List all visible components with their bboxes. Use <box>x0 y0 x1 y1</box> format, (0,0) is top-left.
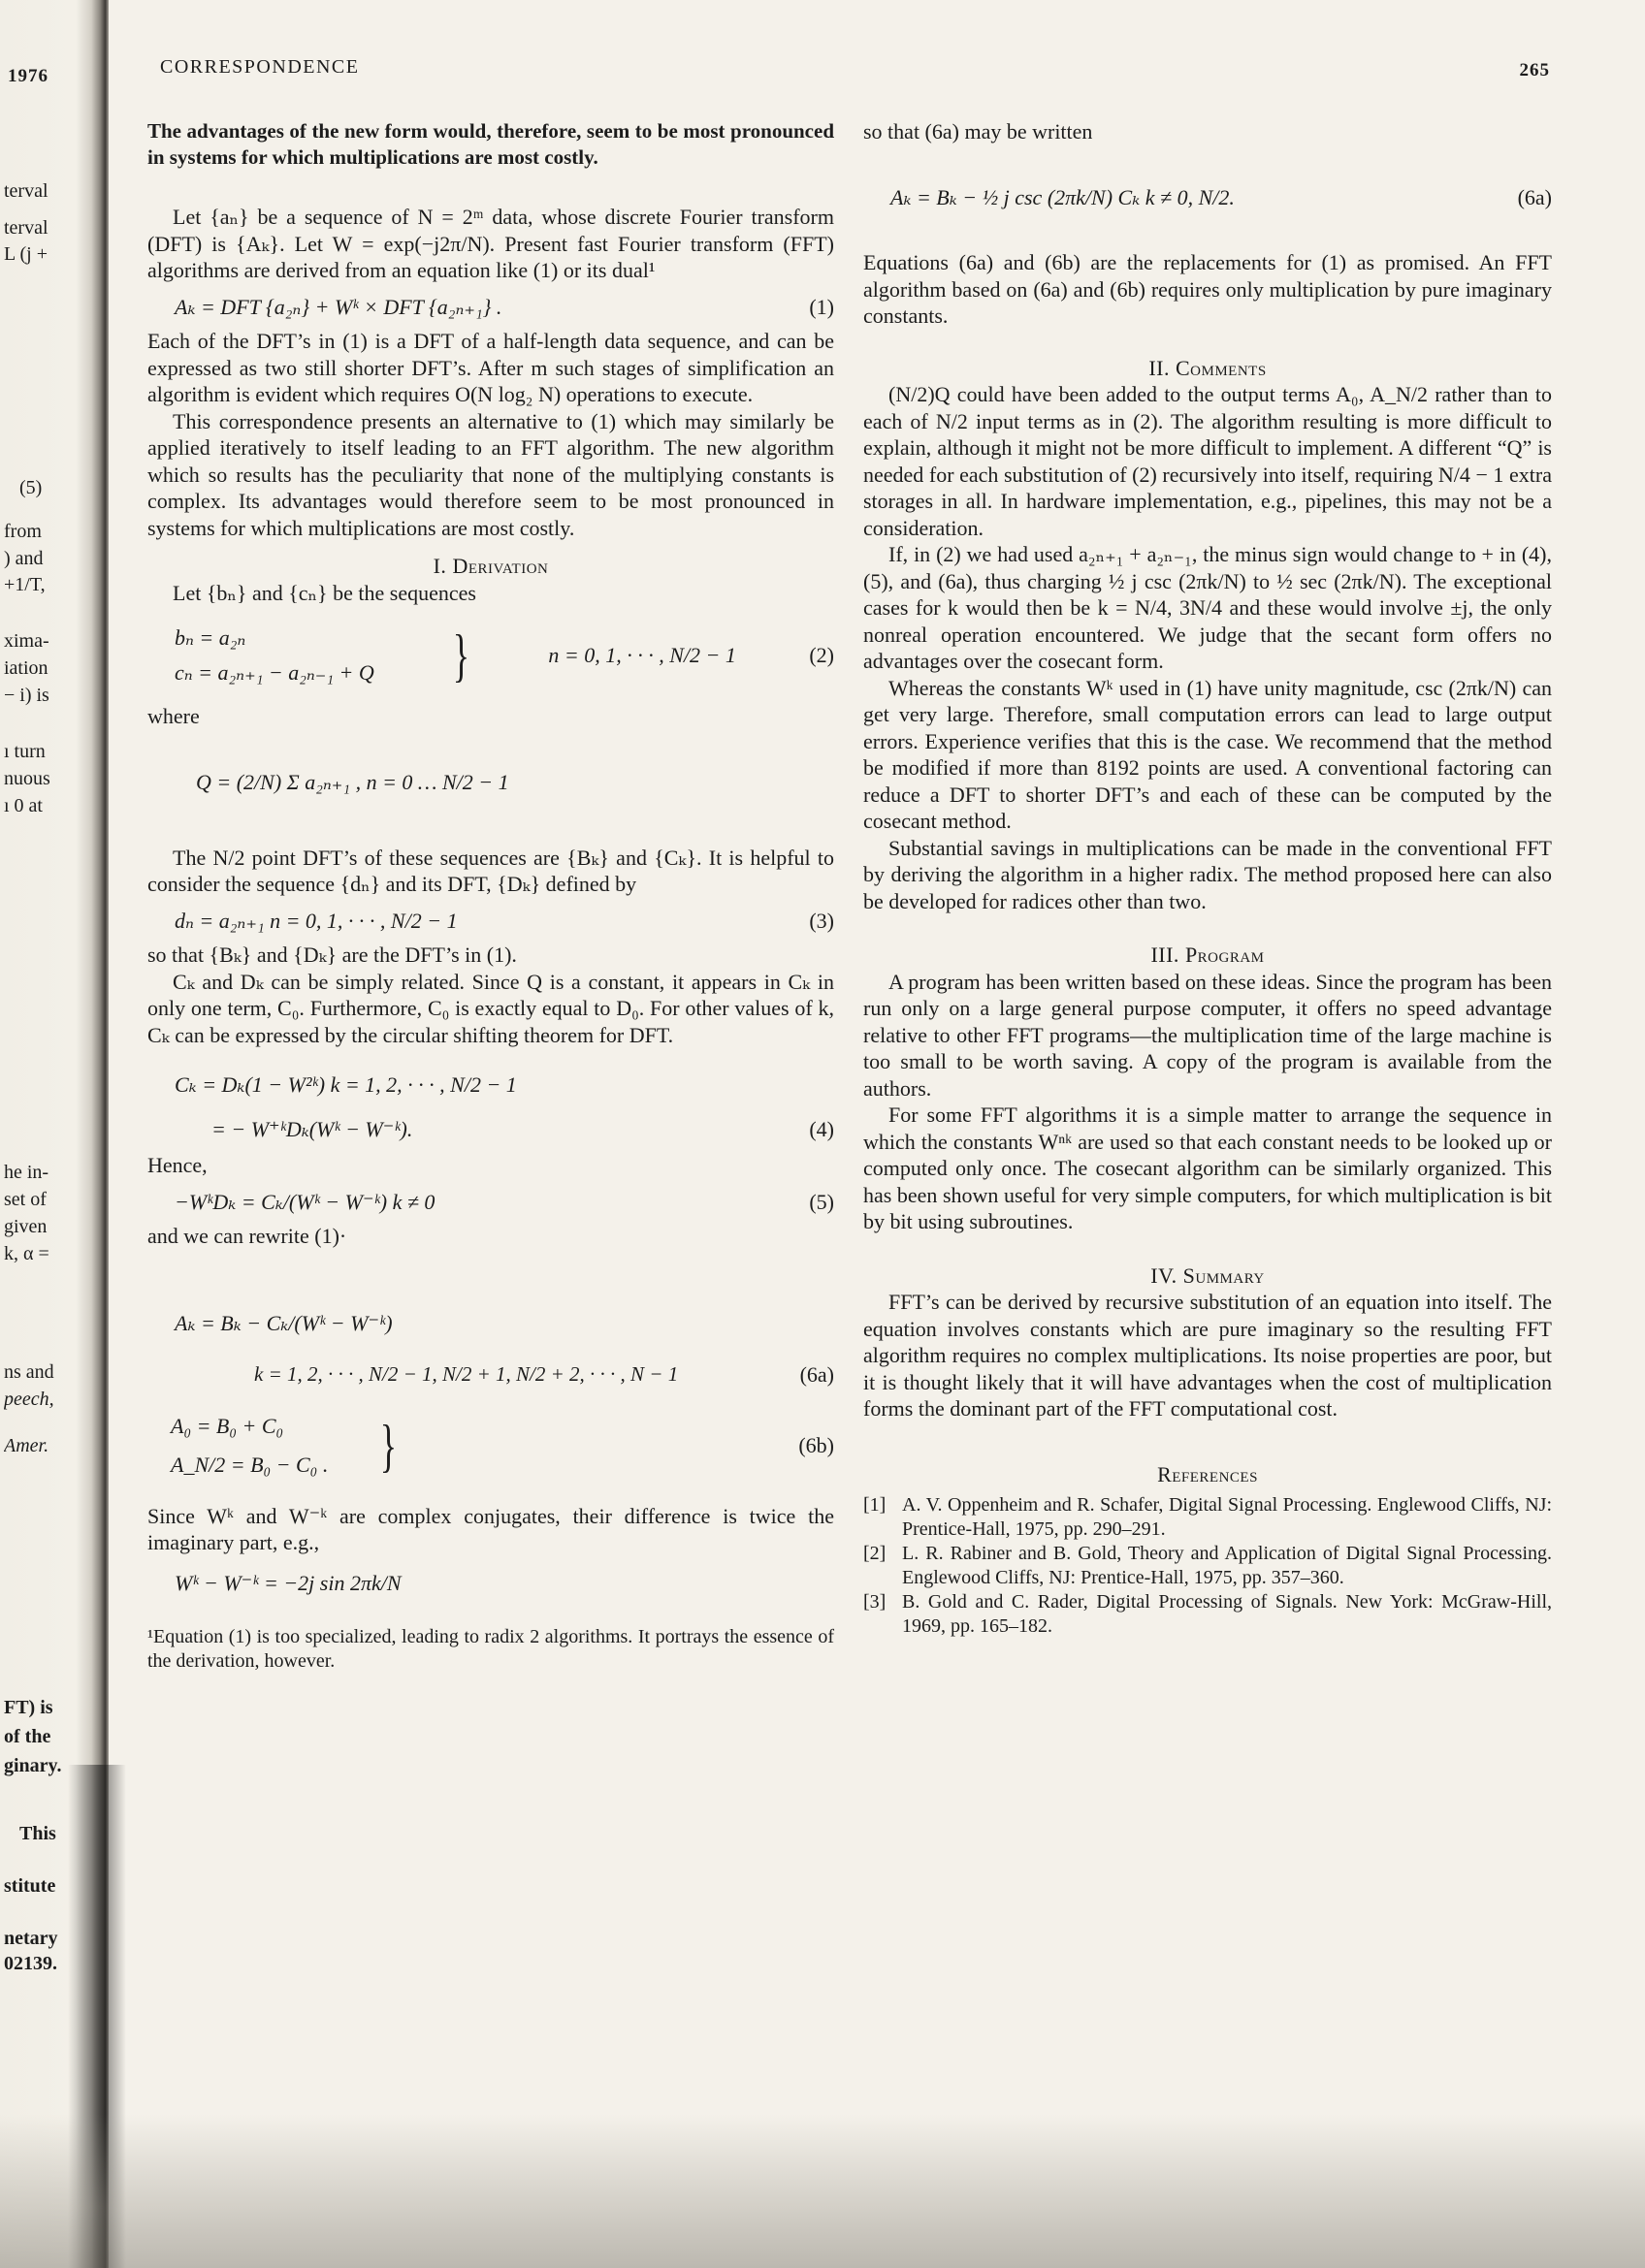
section-title: Summary <box>1182 1262 1265 1288</box>
paragraph: FFT’s can be derived by recursive substitution of an equation into itself. The equation involves constants which are pure imaginary so the resulting FFT algorithm requires no complex multiplications. Its noise properties are poor, but it is thought likely that it will have advantages when the cost of multiplication forms the dominant part of the FFT computational cost. <box>863 1290 1552 1421</box>
equation-6a-line-1 <box>147 1310 834 1337</box>
equation-range: n = 0, 1, · · · , N/2 − 1 <box>548 643 736 668</box>
section-roman: I. <box>433 554 447 578</box>
equation-body: Q = (2/N) Σ a₂ₙ₊₁ , n = 0 … N/2 − 1 <box>196 769 509 794</box>
edge-fragment: from <box>4 521 42 542</box>
equation-body: Wᵏ − W⁻ᵏ = −2j sin 2πk/N <box>175 1570 402 1595</box>
edge-fragment: ) and <box>4 548 44 569</box>
paragraph: so that {Bₖ} and {Dₖ} are the DFT’s in (1). <box>147 942 517 967</box>
paragraph: This correspondence presents an alternative to (1) which may similarly be applied iteratively to itself leading to an FFT algorithm. The new algorithm which so results has the peculiarity that none of the multiplying constants is complex. Its advantages would therefore seem to be most pronounced in systems for which multiplications are most costly. <box>147 408 834 540</box>
section-roman: IV. <box>1150 1262 1177 1288</box>
equation-number: (5) <box>809 1189 834 1214</box>
edge-fragment: terval <box>4 180 48 202</box>
equation-q <box>147 744 834 821</box>
paragraph: Substantial savings in multiplications can be made in the conventional FFT by deriving the algorithm in a higher radix. The method proposed here can also be developed for radices other than two. <box>863 835 1552 913</box>
reference-text: L. R. Rabiner and B. Gold, Theory and Application of Digital Signal Processing. Englewood Cliffs, NJ: Prentice-Hall, 1975, pp. 357–360. <box>902 1543 1552 1588</box>
equation-line: cₙ = a₂ₙ₊₁ − a₂ₙ₋₁ + Q <box>175 660 374 685</box>
equation-line: A₀ = B₀ + C₀ <box>171 1413 284 1438</box>
paragraph: Let {aₙ} be a sequence of N = 2ᵐ data, whose discrete Fourier transform (DFT) is {Aₖ}. Let W = exp(−j2π/N). Present fast Fourier transform (FFT) algorithms are derived from an equation like (1) or its dual¹ <box>147 205 834 282</box>
intro-bold-paragraph: The advantages of the new form would, therefore, seem to be most pronounced in systems for which multiplications are most costly. <box>147 119 834 169</box>
section-roman: II. <box>1148 355 1170 380</box>
section-heading <box>147 553 834 580</box>
edge-fragment: L (j + <box>4 243 48 265</box>
left-column <box>147 118 834 1674</box>
paragraph: The N/2 point DFT’s of these sequences are {Bₖ} and {Cₖ}. It is helpful to consider the sequence {dₙ} and its DFT, {Dₖ} defined by <box>147 845 834 896</box>
equation-body: dₙ = a₂ₙ₊₁ n = 0, 1, · · · , N/2 − 1 <box>175 908 458 933</box>
equation-body: Aₖ = Bₖ − Cₖ/(Wᵏ − W⁻ᵏ) <box>175 1310 393 1335</box>
edge-fragment: 02139. <box>4 1953 57 1974</box>
paragraph: Equations (6a) and (6b) are the replacements for (1) as promised. An FFT algorithm based on (6a) and (6b) requires only multiplication by pure imaginary constants. <box>863 250 1552 328</box>
page-year: 1976 <box>8 66 48 86</box>
edge-fragment: stitute <box>4 1875 56 1897</box>
footnote: ¹Equation (1) is too specialized, leading to radix 2 algorithms. It portrays the essence of the derivation, however. <box>147 1626 834 1672</box>
equation-number: (4) <box>809 1116 834 1141</box>
reference-number: [2] <box>863 1543 887 1564</box>
reference-item <box>863 1493 1552 1542</box>
equation-body: k = 1, 2, · · · , N/2 − 1, N/2 + 1, N/2 + 2, · · · , N − 1 <box>254 1362 679 1386</box>
section-roman: III. <box>1150 942 1179 967</box>
section-title: References <box>1157 1461 1258 1486</box>
edge-fragment: (5) <box>19 477 43 498</box>
section-title: Derivation <box>452 554 549 578</box>
edge-fragment: he in- <box>4 1162 49 1183</box>
references-heading <box>863 1461 1552 1488</box>
edge-fragment: ginary. <box>4 1755 62 1776</box>
equation-1 <box>147 294 834 321</box>
paragraph: Since Wᵏ and W⁻ᵏ are complex conjugates, their difference is twice the imaginary part, e.g., <box>147 1503 834 1554</box>
equation-body <box>147 1407 328 1485</box>
edge-fragment: xima- <box>4 630 49 652</box>
section-title: Comments <box>1175 355 1267 380</box>
edge-fragment: This <box>19 1823 56 1844</box>
equation-line: bₙ = a₂ₙ <box>175 625 246 650</box>
edge-fragment: nuous <box>4 768 50 789</box>
page-number: 265 <box>1519 60 1550 80</box>
section-heading <box>863 942 1552 969</box>
equation-7 <box>147 1570 834 1597</box>
edge-fragment: given <box>4 1216 48 1237</box>
equation-2 <box>147 612 834 699</box>
running-head: CORRESPONDENCE <box>160 56 360 78</box>
section-title: Program <box>1184 942 1265 967</box>
equation-line: A_N/2 = B₀ − C₀ . <box>171 1452 329 1477</box>
edge-fragment: set of <box>4 1189 47 1210</box>
right-brace: } <box>452 623 470 687</box>
edge-fragment: +1/T, <box>4 574 46 595</box>
equation-body: Cₖ = Dₖ(1 − W²ᵏ) k = 1, 2, · · · , N/2 − 1 <box>175 1072 517 1097</box>
edge-fragment: terval <box>4 217 48 239</box>
edge-fragment: netary <box>4 1928 58 1949</box>
section-heading <box>863 355 1552 382</box>
right-column <box>863 118 1552 1639</box>
reference-number: [3] <box>863 1591 887 1613</box>
edge-fragment: Amer. <box>4 1435 49 1456</box>
edge-fragment: of the <box>4 1726 51 1747</box>
section-heading <box>863 1262 1552 1290</box>
paragraph: If, in (2) we had used a₂ₙ₊₁ + a₂ₙ₋₁, the minus sign would change to + in (4), (5), and (6a), thus charging ½ j csc (2πk/N) to ½ sec (2πk/N). The exceptional cases for k would then be k = N/4, 3N/4 and these would involve ±j, the only nonreal operation encountered. We judge that the secant form offers no advantages over the cosecant form. <box>863 542 1552 673</box>
reference-item <box>863 1590 1552 1639</box>
equation-6b <box>147 1404 834 1487</box>
right-brace: } <box>380 1413 398 1478</box>
equation-body: −WᵏDₖ = Cₖ/(Wᵏ − W⁻ᵏ) k ≠ 0 <box>175 1189 435 1214</box>
edge-fragment: ns and <box>4 1361 54 1383</box>
reference-text: B. Gold and C. Rader, Digital Processing of Signals. New York: McGraw-Hill, 1969, pp. 165–182. <box>902 1591 1552 1637</box>
edge-fragment: iation <box>4 657 48 679</box>
equation-body: = − W⁺ᵏDₖ(Wᵏ − W⁻ᵏ). <box>211 1116 413 1141</box>
edge-fragment: k, α = <box>4 1243 49 1264</box>
equation-4-line-2 <box>147 1116 834 1143</box>
equation-6a-cosecant <box>863 184 1552 211</box>
paragraph: For some FFT algorithms it is a simple matter to arrange the sequence in which the constants Wⁿᵏ are used so that each constant needs to be looked up or computed only once. The cosecant algorithm can be similarly organized. This has been shown useful for very simple computers, for which multiplication is bit by bit using subroutines. <box>863 1102 1552 1233</box>
edge-fragment: FT) is <box>4 1697 53 1718</box>
equation-number: (6b) <box>798 1432 834 1457</box>
reference-text: A. V. Oppenheim and R. Schafer, Digital Signal Processing. Englewood Cliffs, NJ: Prentice-Hall, 1975, pp. 290–291. <box>902 1494 1552 1540</box>
paragraph: Cₖ and Dₖ can be simply related. Since Q is a constant, it appears in Cₖ in only one term, C₀. Furthermore, C₀ is exactly equal to D₀. For other values of k, Cₖ can be expressed by the circular shifting theorem for DFT. <box>147 969 834 1047</box>
equation-4-line-1 <box>147 1071 834 1099</box>
edge-fragment: − i) is <box>4 685 49 706</box>
equation-6a-line-2 <box>147 1361 834 1389</box>
reference-item <box>863 1542 1552 1590</box>
paragraph: Let {bₙ} and {cₙ} be the sequences <box>173 580 476 605</box>
equation-number: (3) <box>809 908 834 933</box>
equation-body: Aₖ = DFT {a₂ₙ} + Wᵏ × DFT {a₂ₙ₊₁} . <box>175 294 502 319</box>
hence-label: Hence, <box>147 1153 208 1177</box>
edge-fragment: ı 0 at <box>4 795 43 816</box>
equation-number: (2) <box>809 643 834 668</box>
where-label: where <box>147 704 200 728</box>
equation-number: (6a) <box>799 1362 834 1387</box>
equation-body <box>147 621 374 690</box>
paragraph: (N/2)Q could have been added to the output terms A₀, A_N/2 rather than to each of N/2 input terms as in (2). The algorithm resulting is more difficult to explain, although it might not be more difficult to implement. A different “Q” is needed for each substitution of (2) recursively into itself, requiring N/4 − 1 extra storages in all. In hardware implementation, e.g., pipelines, this may not be a consideration. <box>863 382 1552 540</box>
equation-number: (1) <box>809 294 834 319</box>
equation-3 <box>147 908 834 935</box>
edge-fragment: ı turn <box>4 741 46 762</box>
equation-5 <box>147 1189 834 1216</box>
edge-fragment: peech, <box>4 1389 54 1410</box>
paragraph: Each of the DFT’s in (1) is a DFT of a half-length data sequence, and can be expressed as two still shorter DFT’s. After m such stages of simplification an algorithm is evident which requires O(N log₂ N) operations to execute. <box>147 329 834 406</box>
equation-body: Aₖ = Bₖ − ½ j csc (2πk/N) Cₖ k ≠ 0, N/2. <box>890 184 1235 209</box>
paragraph: A program has been written based on these ideas. Since the program has been run only on a large general purpose computer, it offers no speed advantage relative to other FFT programs—the multiplication time of the large machine is too small to be worth saving. A copy of the program is available from the authors. <box>863 969 1552 1101</box>
paragraph: Whereas the constants Wᵏ used in (1) have unity magnitude, csc (2πk/N) can get very large. Therefore, small computation errors can lead to large output errors. Experience verifies that this is the case. We recommend that the method be modified if more than 8192 points are used. A conventional factoring can reduce a DFT to shorter DFT’s and each of these can be computed by the cosecant method. <box>863 675 1552 833</box>
equation-number: (6a) <box>1517 184 1552 209</box>
scan-bottom-shade <box>0 2114 1645 2268</box>
paragraph: and we can rewrite (1)· <box>147 1224 347 1248</box>
paragraph: so that (6a) may be written <box>863 119 1093 144</box>
reference-number: [1] <box>863 1494 887 1516</box>
